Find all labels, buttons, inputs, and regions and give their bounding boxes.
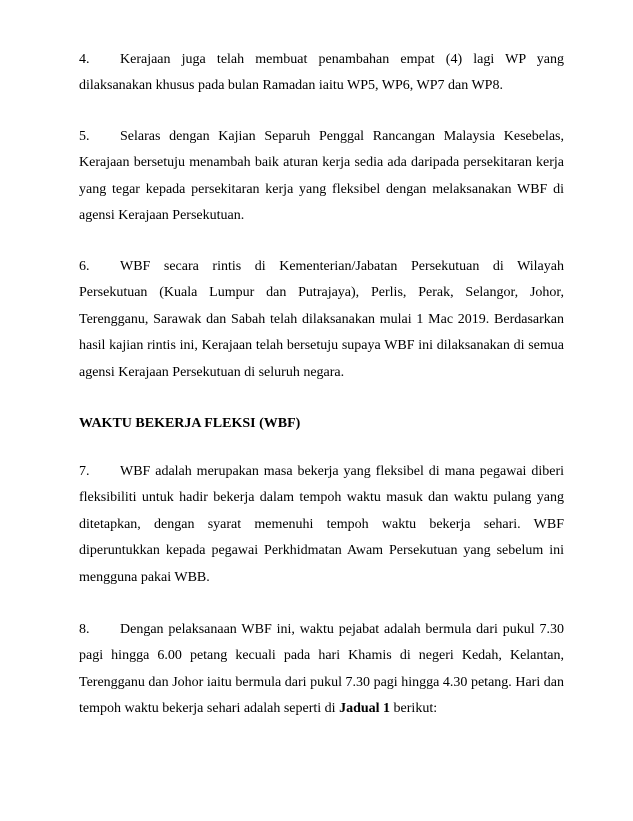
paragraph-text: Selaras dengan Kajian Separuh Penggal Rancangan Malaysia Kesebelas, Kerajaan bersetuju menambah baik aturan kerja sedia ada daripada persekitaran kerja yang tegar kepada persekitaran kerja yang fleksibel dengan melaksanakan WBF di agensi Kerajaan Persekutuan. <box>79 129 564 224</box>
paragraph-text: Kerajaan juga telah membuat penambahan empat (4) lagi WP yang dilaksanakan khusus pada bulan Ramadan iaitu WP5, WP6, WP7 dan WP8. <box>79 52 564 94</box>
paragraph-number: 6. <box>79 259 90 274</box>
paragraph-text-tail: berikut: <box>390 701 438 717</box>
paragraph-text: WBF adalah merupakan masa bekerja yang fleksibel di mana pegawai diberi fleksibiliti untuk hadir bekerja dalam tempoh waktu masuk dan waktu pulang yang ditetapkan, dengan syarat memenuhi tempoh waktu bekerja sehari. WBF diperuntukkan kepada pegawai Perkhidmatan Awam Persekutuan yang sebelum ini mengguna pakai WBB. <box>79 464 564 585</box>
paragraph-number: 7. <box>79 464 90 479</box>
section-heading: WAKTU BEKERJA FLEKSI (WBF) <box>79 416 301 431</box>
paragraph-8 <box>79 617 564 723</box>
paragraph-number: 8. <box>79 622 90 637</box>
paragraph-7 <box>79 459 564 591</box>
paragraph-text: WBF secara rintis di Kementerian/Jabatan Persekutuan di Wilayah Persekutuan (Kuala Lumpur dan Putrajaya), Perlis, Perak, Selangor, Johor, Terengganu, Sarawak dan Sabah telah dilaksanakan mulai 1 Mac 2019. Berdasarkan hasil kajian rintis ini, Kerajaan telah bersetuju supaya WBF ini dilaksanakan di semua agensi Kerajaan Persekutuan di seluruh negara. <box>79 259 564 380</box>
paragraph-4 <box>79 47 564 100</box>
paragraph-text: Dengan pelaksanaan WBF ini, waktu pejabat adalah bermula dari pukul 7.30 pagi hingga 6.00 petang kecuali pada hari Khamis di negeri Kedah, Kelantan, Terengganu dan Johor iaitu bermula dari pukul 7.30 pagi hingga 4.30 petang. Hari dan tempoh waktu bekerja sehari adalah seperti di <box>79 622 564 717</box>
paragraph-number: 5. <box>79 129 90 144</box>
paragraph-number: 4. <box>79 52 90 67</box>
paragraph-6 <box>79 254 564 386</box>
table-reference: Jadual 1 <box>339 701 391 717</box>
paragraph-5 <box>79 124 564 230</box>
